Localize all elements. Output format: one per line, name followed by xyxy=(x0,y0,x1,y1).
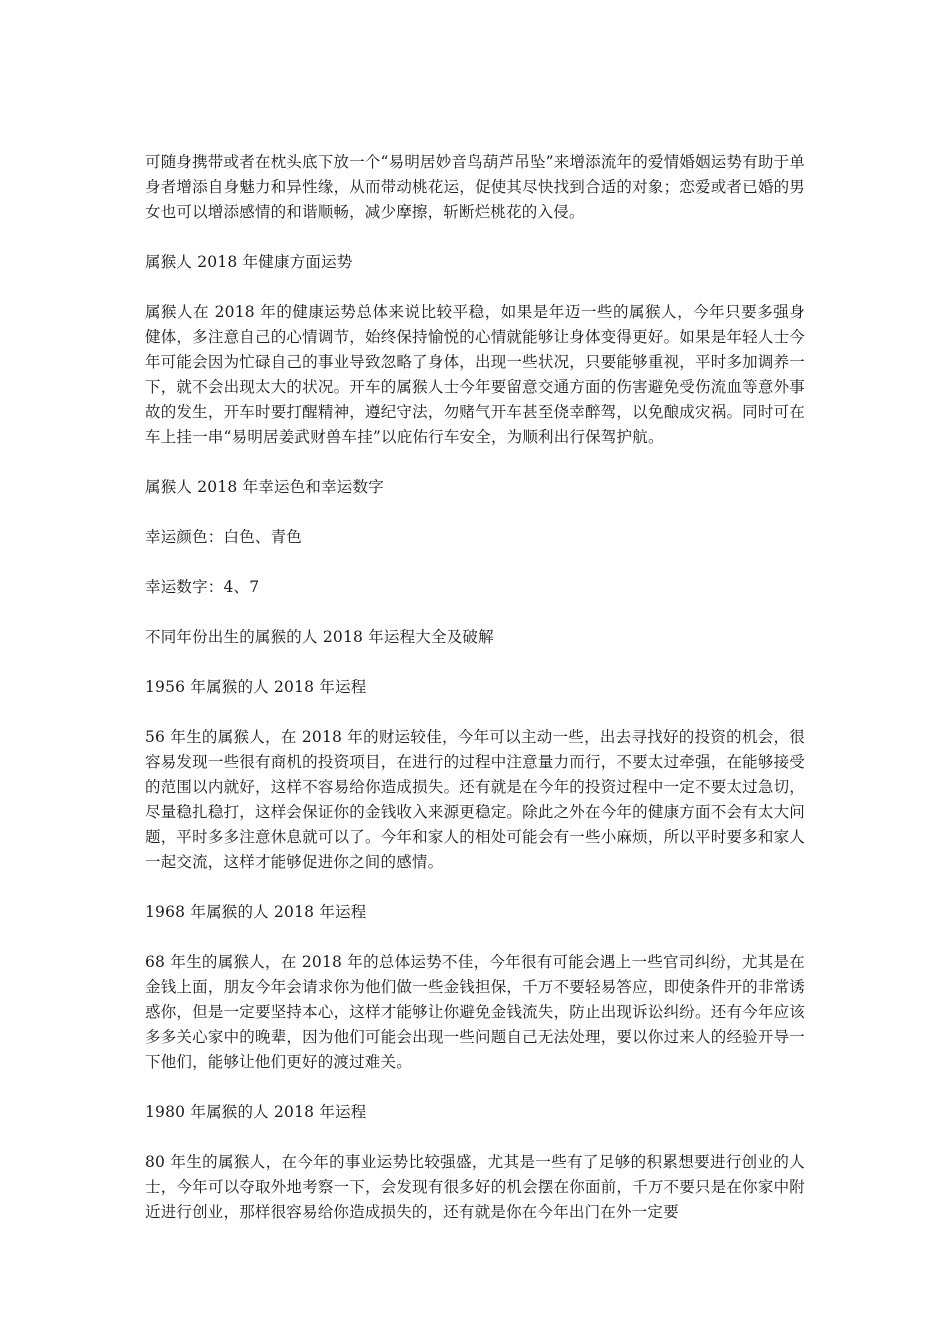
section-heading-1956: 1956 年属猴的人 2018 年运程 xyxy=(145,678,367,696)
paragraph-1980: 80 年生的属猴人，在今年的事业运势比较强盛，尤其是一些有了足够的积累想要进行创业的人士，今年可以夺取外地考察一下，会发现有很多好的机会摆在你面前，千万不要只是在你家中附近进行创业，那样很容易给你造成损失的，还有就是你在今年出门在外一定要 xyxy=(145,1153,805,1221)
spacer xyxy=(145,600,805,625)
paragraph-1956: 56 年生的属猴人，在 2018 年的财运较佳，今年可以主动一些，出去寻找好的投资的机会，很容易发现一些很有商机的投资项目，在进行的过程中注意量力而行，不要太过牵强，在能够接受的范围以内就好，这样不容易给你造成损失。还有就是在今年的投资过程中一定不要太过急切，尽量稳扎稳打，这样会保证你的金钱收入来源更稳定。除此之外在今年的健康方面不会有太大问题，平时多多注意休息就可以了。今年和家人的相处可能会有一些小麻烦，所以平时要多和家人一起交流，这样才能够促进你之间的感情。 xyxy=(145,728,805,871)
spacer xyxy=(145,875,805,900)
spacer xyxy=(145,450,805,475)
section-heading-1980: 1980 年属猴的人 2018 年运程 xyxy=(145,1103,367,1121)
lucky-colors: 幸运颜色：白色、青色 xyxy=(145,528,303,546)
section-heading-health: 属猴人 2018 年健康方面运势 xyxy=(145,253,353,271)
spacer xyxy=(145,550,805,575)
spacer xyxy=(145,500,805,525)
spacer xyxy=(145,700,805,725)
paragraph-health: 属猴人在 2018 年的健康运势总体来说比较平稳，如果是年迈一些的属猴人，今年只要多强身健体，多注意自己的心情调节，始终保持愉悦的心情就能够让身体变得更好。如果是年轻人士今年可能会因为忙碌自己的事业导致忽略了身体，出现一些状况，只要能够重视，平时多加调养一下，就不会出现太大的状况。开车的属猴人士今年要留意交通方面的伤害避免受伤流血等意外事故的发生，开车时要打醒精神，遵纪守法，勿赌气开车甚至侥幸醉驾，以免酿成灾祸。同时可在车上挂一串“易明居姜武财兽车挂”以庇佑行车安全，为顺利出行保驾护航。 xyxy=(145,303,805,446)
section-heading-1968: 1968 年属猴的人 2018 年运程 xyxy=(145,903,367,921)
spacer xyxy=(145,925,805,950)
paragraph-love-charm: 可随身携带或者在枕头底下放一个“易明居妙音鸟葫芦吊坠”来增添流年的爱情婚姻运势有助于单身者增添自身魅力和异性缘，从而带动桃花运，促使其尽快找到合适的对象；恋爱或者已婚的男女也可以增添感情的和谐顺畅，减少摩擦，斩断烂桃花的入侵。 xyxy=(145,153,805,221)
spacer xyxy=(145,275,805,300)
spacer xyxy=(145,1075,805,1100)
paragraph-1968: 68 年生的属猴人，在 2018 年的总体运势不佳，今年很有可能会遇上一些官司纠纷，尤其是在金钱上面，朋友今年会请求你为他们做一些金钱担保，千万不要轻易答应，即使条件开的非常诱惑你，但是一定要坚持本心，这样才能够让你避免金钱流失，防止出现诉讼纠纷。还有今年应该多多关心家中的晚辈，因为他们可能会出现一些问题自己无法处理，要以你过来人的经验开导一下他们，能够让他们更好的渡过难关。 xyxy=(145,953,805,1071)
spacer xyxy=(145,1125,805,1150)
spacer xyxy=(145,225,805,250)
lucky-numbers: 幸运数字：4、7 xyxy=(145,578,260,596)
section-heading-lucky: 属猴人 2018 年幸运色和幸运数字 xyxy=(145,478,384,496)
document-page xyxy=(145,150,805,1225)
spacer xyxy=(145,650,805,675)
section-heading-birth-years: 不同年份出生的属猴的人 2018 年运程大全及破解 xyxy=(145,628,494,646)
